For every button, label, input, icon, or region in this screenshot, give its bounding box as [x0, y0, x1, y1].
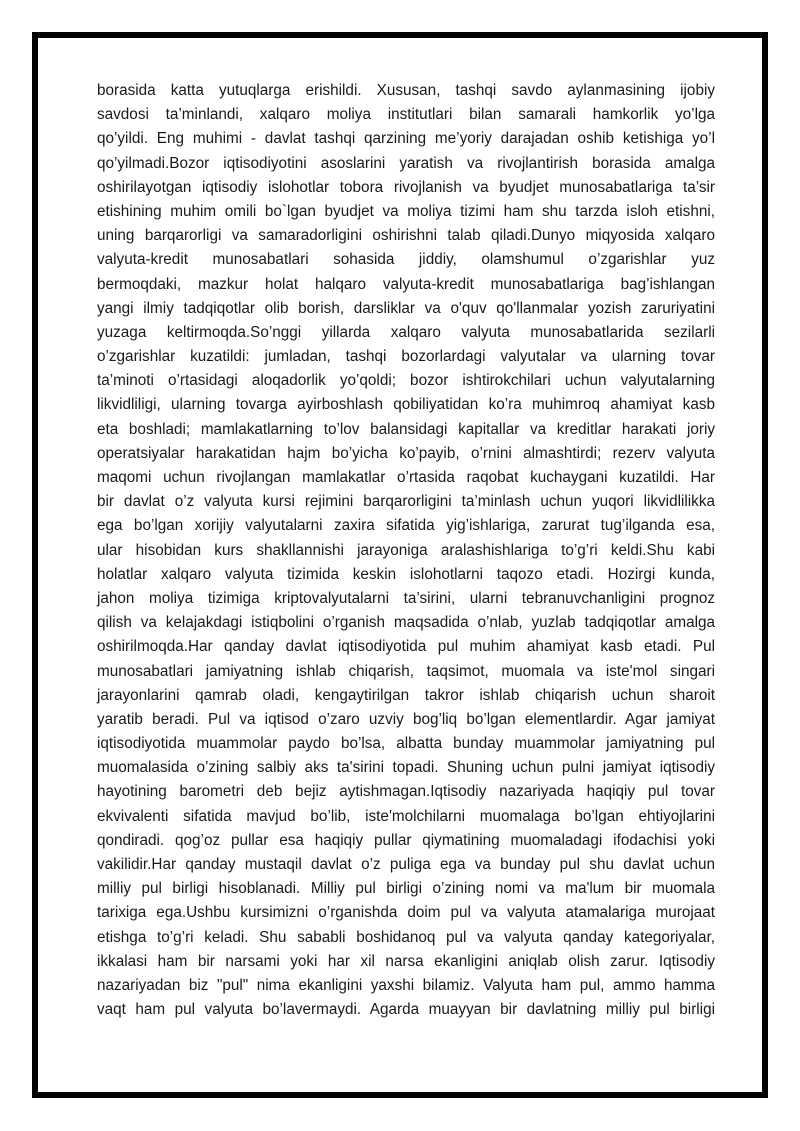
text-line: holatlar xalqaro valyuta tizimida keskin islohotlarni taqozo etadi. Hozirgi kunda, — [97, 565, 715, 583]
text-line: operatsiyalar harakatidan hajm bo’yicha ko’payib, o’rnini almashtirdi; rezerv valyuta — [97, 444, 715, 462]
text-line: nazariyadan biz "pul" nima ekanligini yaxshi bilamiz. Valyuta ham pul, ammo hamma — [97, 976, 715, 994]
text-line: qo’yilmadi.Bozor iqtisodiyotini asoslarini yaratish va rivojlantirish borasida amalga — [97, 154, 715, 172]
text-line: eta boshladi; mamlakatlarning to’lov balansidagi kapitallar va kreditlar harakati joriy — [97, 420, 715, 438]
text-line: yangi ilmiy tadqiqotlar olib borish, darsliklar va o'quv qo'llanmalar yozish zaruriyatini — [97, 299, 715, 317]
text-line: ikkalasi ham bir narsami yoki har xil narsa ekanligini aniqlab olish zarur. Iqtisodiy — [97, 952, 715, 970]
text-line: bir davlat o’z valyuta kursi rejimini barqarorligini ta’minlash uchun yuqori likvidlilikka — [97, 493, 715, 511]
text-line: bermoqdaki, mazkur holat halqaro valyuta-kredit munosabatlariga bag’ishlangan — [97, 275, 715, 293]
text-line: jarayonlarini qamrab oladi, kengaytirilgan takror ishlab chiqarish uchun sharoit — [97, 686, 715, 704]
text-line: etishga to’g’ri keladi. Shu sababli boshidanoq pul va valyuta qanday kategoriyalar, — [97, 928, 715, 946]
text-line: ta’minoti o’rtasidagi aloqadorlik yo’qoldi; bozor ishtirokchilari uchun valyutalarning — [97, 372, 715, 390]
text-line: munosabatlari jamiyatning ishlab chiqarish, taqsimot, muomala va iste'mol singari — [97, 662, 715, 680]
text-line: valyuta-kredit munosabatlari sohasida jiddiy, olamshumul o’zgarishlar yuz — [97, 251, 715, 269]
text-line: borasida katta yutuqlarga erishildi. Xususan, tashqi savdo aylanmasining ijobiy — [97, 82, 715, 99]
text-line: yaratib beradi. Pul va iqtisod o’zaro uzviy bog’liq bo’lgan elementlardir. Agar jamiyat — [97, 710, 715, 728]
text-line: qondiradi. qog’oz pullar esa haqiqiy pullar qiymatining muomaladagi ifodachisi yoki — [97, 831, 715, 849]
text-line: etishining muhim omili bo`lgan byudjet va moliya tizimi ham shu tarzda isloh etishni, — [97, 202, 715, 220]
text-line: oshirilayotgan iqtisodiy islohotlar tobora rivojlanish va byudjet munosabatlariga ta’sir — [97, 178, 715, 196]
text-line: milliy pul birligi hisoblanadi. Milliy pul birligi o’zining nomi va ma'lum bir muomala — [97, 880, 715, 898]
text-line: iqtisodiyotida muammolar paydo bo’lsa, albatta bunday muammolar jamiyatning pul — [97, 735, 715, 753]
text-line: ega bo’lgan xorijiy valyutalarni zaxira sifatida yig’ishlariga, zarurat tug’ilganda esa, — [97, 517, 715, 535]
text-line: likvidliligi, ularning tovarga ayirboshlash qobiliyatidan ko’ra muhimroq ahamiyat kasb — [97, 396, 715, 414]
text-line: o’zgarishlar kuzatildi: jumladan, tashqi bozorlardagi valyutalar va ularning tovar — [97, 348, 715, 366]
text-line: qo’yildi. Eng muhimi - davlat tashqi qarzining me’yoriy darajadan oshib ketishiga yo’l — [97, 130, 715, 148]
text-line: savdosi ta’minlandi, xalqaro moliya institutlari bilan samarali hamkorlik yo’lga — [97, 106, 715, 124]
text-line: oshirilmoqda.Har qanday davlat iqtisodiyotida pul muhim ahamiyat kasb etadi. Pul — [97, 638, 715, 656]
text-line: maqomi uchun rivojlangan mamlakatlar o’rtasida raqobat kuchaygani kuzatildi. Har — [97, 469, 715, 486]
text-line: vakilidir.Har qanday mustaqil davlat o’z puliga ega va bunday pul shu davlat uchun — [97, 856, 715, 873]
text-line: yuzaga keltirmoqda.So’nggi yillarda xalqaro valyuta munosabatlarida sezilarli — [97, 323, 715, 341]
text-line: ekvivalenti sifatida mavjud bo’lib, iste'molchilarni muomalaga bo’lgan ehtiyojlarini — [97, 807, 715, 825]
text-line: hayotining barometri deb bejiz aytishmagan.Iqtisodiy nazariyada haqiqiy pul tovar — [97, 783, 715, 801]
page-frame — [32, 32, 768, 1098]
text-line: muomalasida o’zining salbiy aks ta'sirini topadi. Shuning uchun pulni jamiyat iqtisodiy — [97, 759, 715, 777]
text-line: tarixiga ega.Ushbu kursimizni o’rganishda doim pul va valyuta atamalariga murojaat — [97, 904, 715, 922]
text-line: ular hisobidan kurs shakllannishi jarayoniga aralashishlariga to’g’ri keldi.Shu kabi — [97, 541, 715, 559]
text-line: qilish va kelajakdagi istiqbolini o’rganish maqsadida o’nlab, yuzlab tadqiqotlar amalga — [97, 614, 715, 632]
document-body — [97, 79, 715, 1022]
text-line: jahon moliya tizimiga kriptovalyutalarni ta’sirini, ularni tebranuvchanligini prognoz — [97, 589, 715, 607]
text-line: vaqt ham pul valyuta bo’lavermaydi. Agarda muayyan bir davlatning milliy pul birligi — [97, 1001, 715, 1019]
text-line: uning barqarorligi va samaradorligini oshirishni talab qiladi.Dunyo miqyosida xalqaro — [97, 227, 715, 245]
